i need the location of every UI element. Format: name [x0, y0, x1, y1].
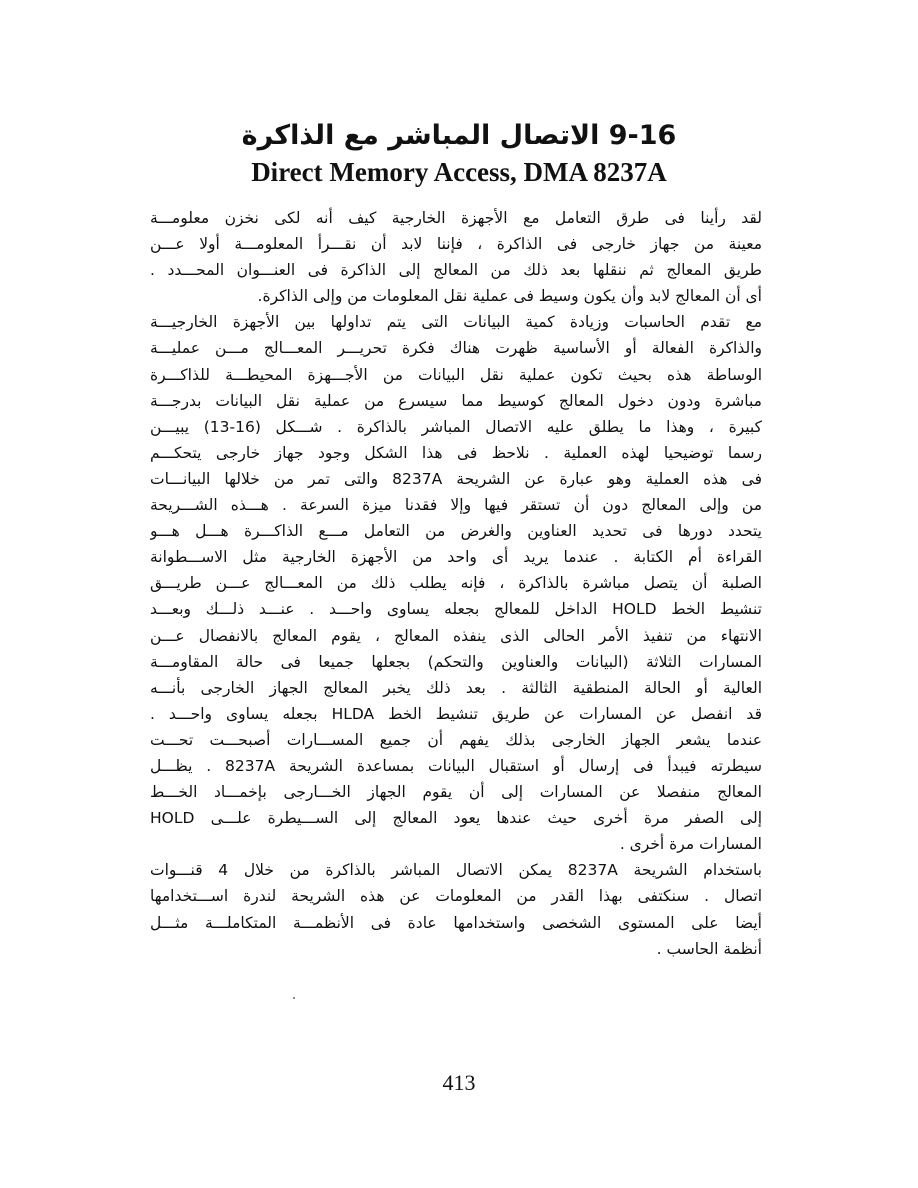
text-line: باستخدام الشريحة 8237A يمكن الاتصال المباشر بالذاكرة من خلال 4 قنـــوات [150, 861, 762, 880]
page-number: 413 [442, 1070, 476, 1095]
text-line: أيضا على المستوى الشخصى واستخدامها عادة فى الأنظمـــة المتكاملـــة مثـــل [150, 913, 762, 932]
text-line: المسارات الثلاثة (البيانات والعناوين والتحكم) بجعلها جميعا فى حالة المقاومـــة [150, 652, 762, 671]
text-line: تنشيط الخط HOLD الداخل للمعالج بجعله يساوى واحـــد . عنـــد ذلـــك وبعـــد [150, 600, 762, 619]
text-line: عندما يشعر الجهاز الخارجى بذلك يفهم أن جميع المســـارات أصبحـــت تحـــت [150, 730, 762, 749]
scan-speck [293, 997, 295, 999]
text-line: قد انفصل عن المسارات عن طريق تنشيط الخط HLDA بجعله يساوى واحـــد . [150, 704, 762, 723]
text-line: مباشرة ودون دخول المعالج كوسيط مما سيسرع من عملية نقل البيانات بدرجـــة [150, 391, 762, 410]
text-line: معينة من جهاز خارجى فى الذاكرة ، فإننا لابد أن نقـــرأ المعلومـــة أولا عـــن [150, 235, 762, 254]
text-line: رسما توضيحيا لهذه العملية . نلاحظ فى هذا الشكل وجود جهاز خارجى يتحكـــم [150, 443, 762, 462]
text-line: كبيرة ، وهذا ما يطلق عليه الاتصال المباشر بالذاكرة . شـــكل (16-13) يبيـــن [150, 417, 762, 436]
text-line: لقد رأينا فى طرق التعامل مع الأجهزة الخارجية كيف أنه لكى نخزن معلومـــة [150, 209, 762, 227]
text-line: المسارات مرة أخرى . [619, 835, 762, 854]
text-line: يتحدد دورها فى تحديد العناوين والغرض من التعامل مـــع الذاكـــرة هـــل هـــو [150, 522, 762, 541]
text-line: أى أن المعالج لابد وأن يكون وسيط فى عملية نقل المعلومات من وإلى الذاكرة. [257, 287, 762, 306]
text-line: من وإلى المعالج دون أن تستقر فيها وإلا فقدنا ميزة السرعة . هـــذه الشـــريحة [150, 496, 762, 515]
text-line: المعالج منفصلا عن المسارات إلى أن يقوم الجهاز الخـــارجى بإخمـــاد الخـــط [150, 783, 762, 802]
text-line: العالية أو الحالة المنطقية الثالثة . بعد ذلك يخبر المعالج الجهاز الخارجى بأنـــه [150, 678, 762, 697]
text-line: والذاكرة الفعالة أو الأساسية ظهرت هناك فكرة تحريـــر المعـــالج مـــن عمليـــة [150, 339, 762, 358]
section-title-english: Direct Memory Access, DMA 8237A [251, 157, 667, 187]
body-paragraphs [150, 205, 762, 962]
text-line: سيطرته فيبدأ فى إرسال أو استقبال البيانات بمساعدة الشريحة 8237A . يظـــل [150, 756, 762, 775]
text-line: فى هذه العملية وهو عبارة عن الشريحة 8237A والتى تمر من خلالها البيانـــات [150, 469, 762, 488]
text-line: مع تقدم الحاسبات وزيادة كمية البيانات التى يتم تداولها بين الأجهزة الخارجيـــة [150, 313, 762, 332]
text-line: اتصال . سنكتفى بهذا القدر من المعلومات عن هذه الشريحة لندرة اســـتخدامها [150, 887, 762, 906]
text-line: الصلبة أن يتصل مباشرة بالذاكرة ، فإنه يطلب ذلك من المعـــالج عـــن طريـــق [150, 574, 762, 593]
text-line: أنظمة الحاسب . [656, 939, 762, 958]
text-line: طريق المعالج ثم ننقلها بعد ذلك من المعالج إلى الذاكرة فى العنـــوان المحـــدد . [150, 261, 762, 280]
text-line: القراءة أم الكتابة . عندما يريد أى واحد من الأجهزة الخارجية مثل الاســـطوانة [150, 548, 762, 567]
text-line: الانتهاء من تنفيذ الأمر الحالى الذى ينفذه المعالج ، يقوم المعالج بالانفصال عـــن [150, 626, 762, 645]
text-line: الوساطة هذه بحيث تكون عملية نقل البيانات من الأجـــهزة المحيطـــة للذاكـــرة [150, 365, 762, 384]
text-line: HOLD إلى الصفر مرة أخرى حيث عندها يعود المعالج إلى الســـيطرة علـــى [150, 809, 762, 828]
section-title-arabic: 9-16 الاتصال المباشر مع الذاكرة [241, 120, 677, 151]
